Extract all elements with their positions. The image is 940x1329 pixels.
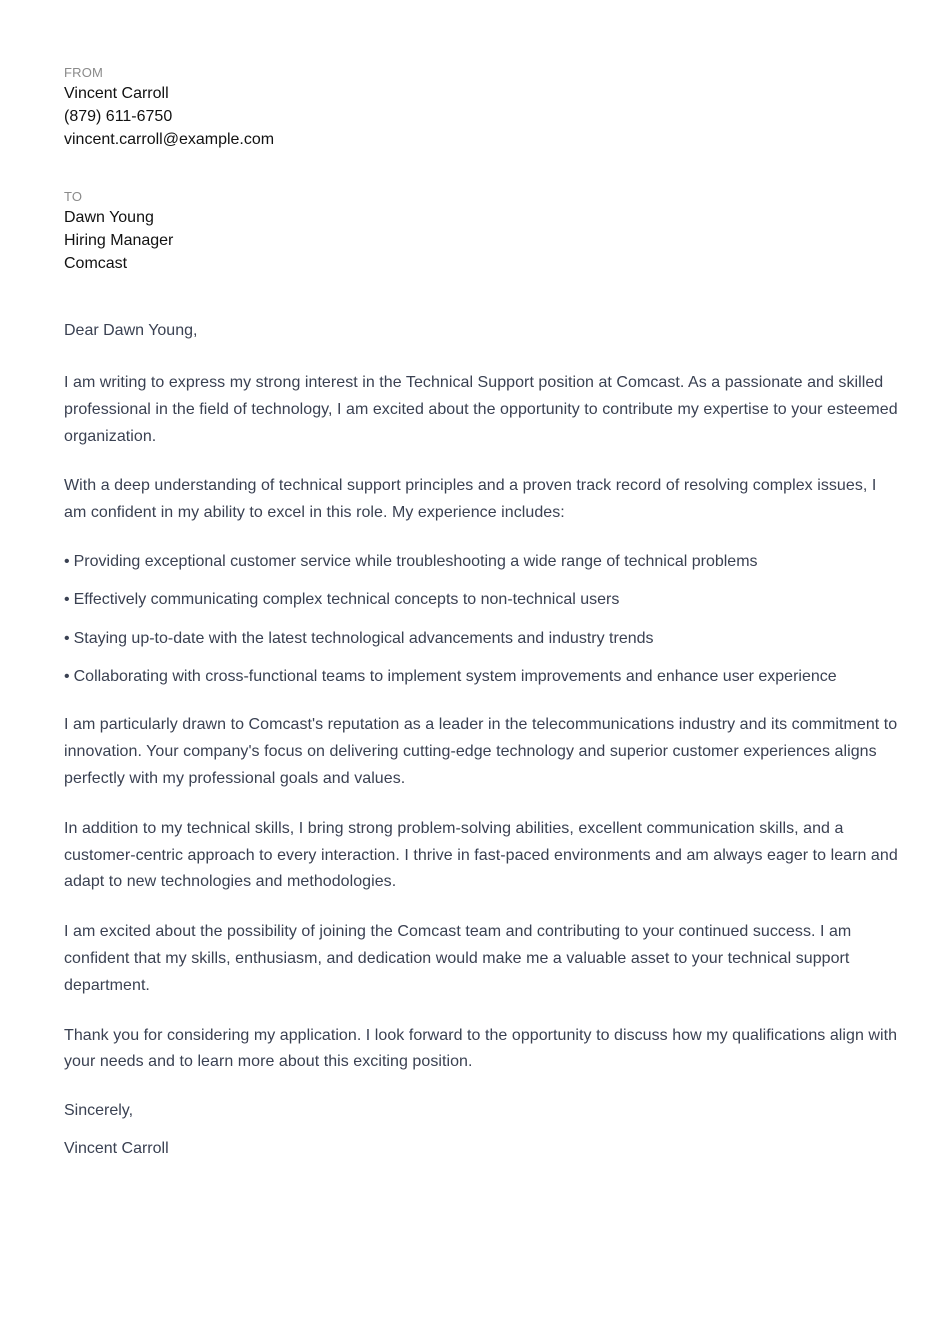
paragraph-skills: In addition to my technical skills, I bring strong problem-solving abilities, excellent communication skills, and a customer-centric approach to every interaction. I thrive in fast-paced environments and am always eager to learn and adapt to new technologies and methodologies. [64,819,898,891]
list-item-text: Providing exceptional customer service while troubleshooting a wide range of technical problems [73,552,758,570]
sender-email: vincent.carroll@example.com [64,131,275,148]
list-item-text: Effectively communicating complex technical concepts to non-technical users [73,591,620,609]
bullet-icon: • [64,552,70,570]
list-item [64,550,900,574]
sender-phone: (879) 611-6750 [64,108,173,125]
bullet-icon: • [64,668,70,686]
paragraph-thanks: Thank you for considering my application. I look forward to the opportunity to discuss how my qualifications align with your needs and to learn more about this exciting position. [64,1026,898,1071]
letter-body [64,319,900,1161]
experience-list [64,550,900,690]
cover-letter-page [64,64,900,1161]
signature: Vincent Carroll [64,1140,169,1158]
paragraph-enthusiasm: I am excited about the possibility of joining the Comcast team and contributing to your continued success. I am confident that my skills, enthusiasm, and dedication would make me a valuable asset to your technical support department. [64,923,852,994]
salutation: Dear Dawn Young, [64,322,198,339]
list-item-text: Collaborating with cross-functional teams to implement system improvements and enhance user experience [73,668,837,686]
sender-label: FROM [64,65,104,80]
recipient-title: Hiring Manager [64,232,174,249]
list-item [64,665,900,689]
list-item [64,588,900,612]
recipient-block [64,188,900,275]
recipient-name: Dawn Young [64,209,154,226]
closing: Sincerely, [64,1102,134,1120]
sender-block [64,64,900,151]
bullet-icon: • [64,629,70,647]
recipient-company: Comcast [64,255,128,272]
list-item [64,627,900,651]
paragraph-intro: I am writing to express my strong interest in the Technical Support position at Comcast. As a passionate and skilled professional in the field of technology, I am excited about the opportunity to contribute my expertise to your esteemed organization. [64,374,898,445]
recipient-label: TO [64,189,83,204]
sender-name: Vincent Carroll [64,85,169,102]
paragraph-experience: With a deep understanding of technical support principles and a proven track record of resolving complex issues, I am confident in my ability to excel in this role. My experience includes: [64,477,877,522]
paragraph-company-interest: I am particularly drawn to Comcast's reputation as a leader in the telecommunications industry and its commitment to innovation. Your company's focus on delivering cutting-edge technology and superior customer experiences aligns perfectly with my professional goals and values. [64,716,898,788]
bullet-icon: • [64,591,70,609]
list-item-text: Staying up-to-date with the latest technological advancements and industry trends [73,629,654,647]
